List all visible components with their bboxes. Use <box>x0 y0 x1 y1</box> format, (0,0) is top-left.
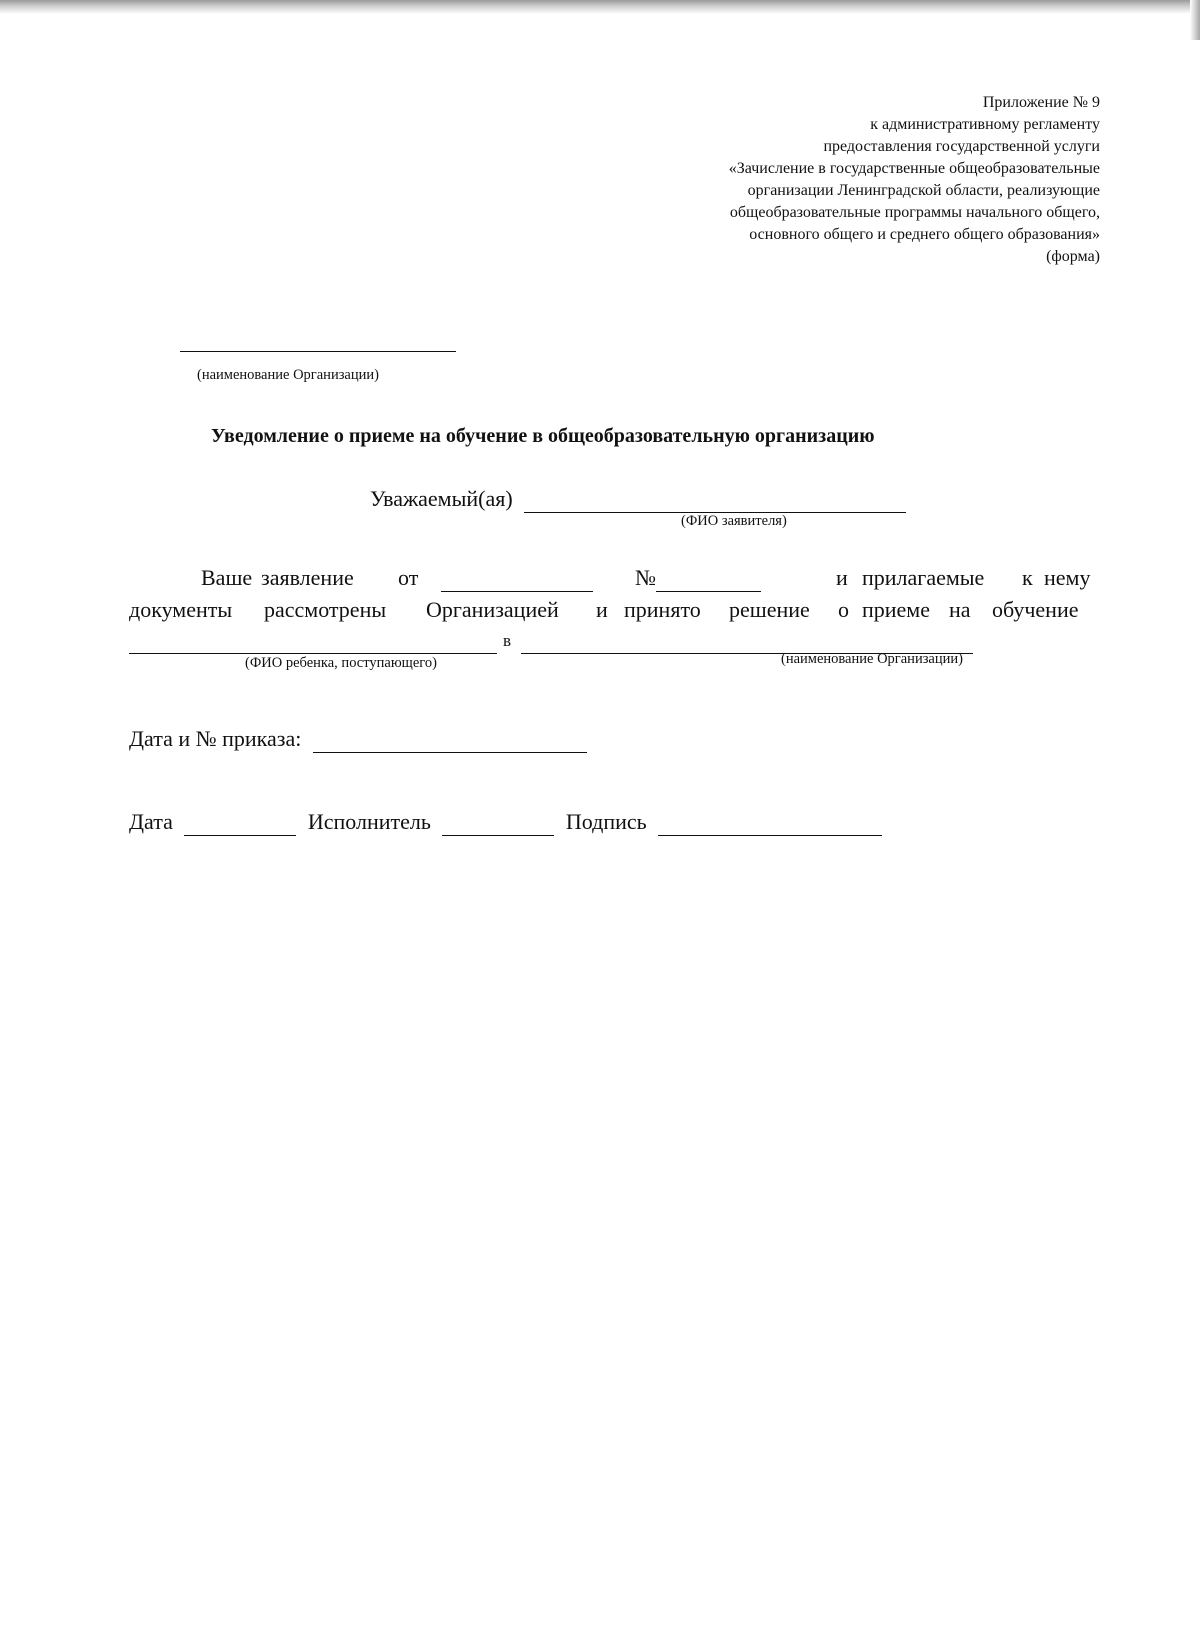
paragraph-line2-word-6: решение <box>729 597 810 622</box>
applicant-name-caption: (ФИО заявителя) <box>681 513 787 529</box>
annex-header <box>540 92 1100 268</box>
application-number <box>635 565 761 592</box>
paragraph-word-3: от <box>398 565 419 590</box>
date-field[interactable] <box>184 809 296 836</box>
application-date-field[interactable] <box>441 565 593 592</box>
applicant-name-field[interactable] <box>524 486 906 513</box>
annex-line-5: организации Ленинградской области, реализующие <box>747 182 1100 199</box>
footer-line <box>129 809 882 836</box>
executor-label: Исполнитель <box>307 809 431 834</box>
paragraph-word-2: заявление <box>261 565 354 590</box>
greeting-label: Уважаемый(ая) <box>370 486 513 511</box>
annex-line-2: к административному регламенту <box>870 116 1100 133</box>
target-organization-field[interactable] <box>521 625 973 654</box>
number-sign: № <box>635 565 656 590</box>
order-line <box>129 726 587 753</box>
paragraph-word-4: и <box>836 565 848 590</box>
paragraph-line2-word-2: рассмотрены <box>264 597 387 622</box>
paragraph-line2-word-7: о <box>838 597 849 622</box>
paragraph-word-1: Ваше <box>201 565 253 590</box>
signature-label: Подпись <box>565 809 647 834</box>
paragraph-word-7: нему <box>1044 565 1091 590</box>
application-number-field[interactable] <box>656 565 761 592</box>
paragraph-line2-word-4: и <box>596 597 608 622</box>
document-title: Уведомление о приеме на обучение в общеобразовательную организацию <box>211 425 875 447</box>
child-name-field[interactable] <box>129 625 497 654</box>
greeting-line <box>370 486 906 513</box>
signature-field[interactable] <box>658 809 882 836</box>
paragraph-line2-word-10: обучение <box>992 597 1079 622</box>
paragraph-word-6: к <box>1022 565 1033 590</box>
paragraph-line2-word-9: на <box>949 597 971 622</box>
organization-name-caption: (наименование Организации) <box>197 367 379 383</box>
in-word: в <box>503 631 512 650</box>
organization-name-field[interactable] <box>180 351 456 352</box>
executor-field[interactable] <box>442 809 554 836</box>
annex-line-7: основного общего и среднего общего образования» <box>749 226 1100 243</box>
scan-top-edge <box>0 0 1200 14</box>
order-field[interactable] <box>313 726 587 753</box>
annex-line-6: общеобразовательные программы начального общего, <box>729 204 1100 221</box>
annex-line-1: Приложение № 9 <box>982 94 1100 111</box>
scan-right-edge <box>1190 0 1200 40</box>
paragraph-line2-word-1: документы <box>129 597 233 622</box>
annex-line-3: предоставления государственной услуги <box>823 138 1100 155</box>
child-name-caption: (ФИО ребенка, поступающего) <box>245 655 437 671</box>
paragraph-line2-word-8: приеме <box>862 597 930 622</box>
paragraph-line2-word-3: Организацией <box>426 597 559 622</box>
paragraph-word-5: прилагаемые <box>862 565 985 590</box>
annex-line-8: (форма) <box>1046 248 1100 265</box>
order-label: Дата и № приказа: <box>129 726 302 751</box>
date-label: Дата <box>129 809 173 834</box>
target-organization-caption: (наименование Организации) <box>781 651 963 667</box>
paragraph-line2-word-5: принято <box>624 597 701 622</box>
annex-line-4: «Зачисление в государственные общеобразовательные <box>728 160 1100 177</box>
